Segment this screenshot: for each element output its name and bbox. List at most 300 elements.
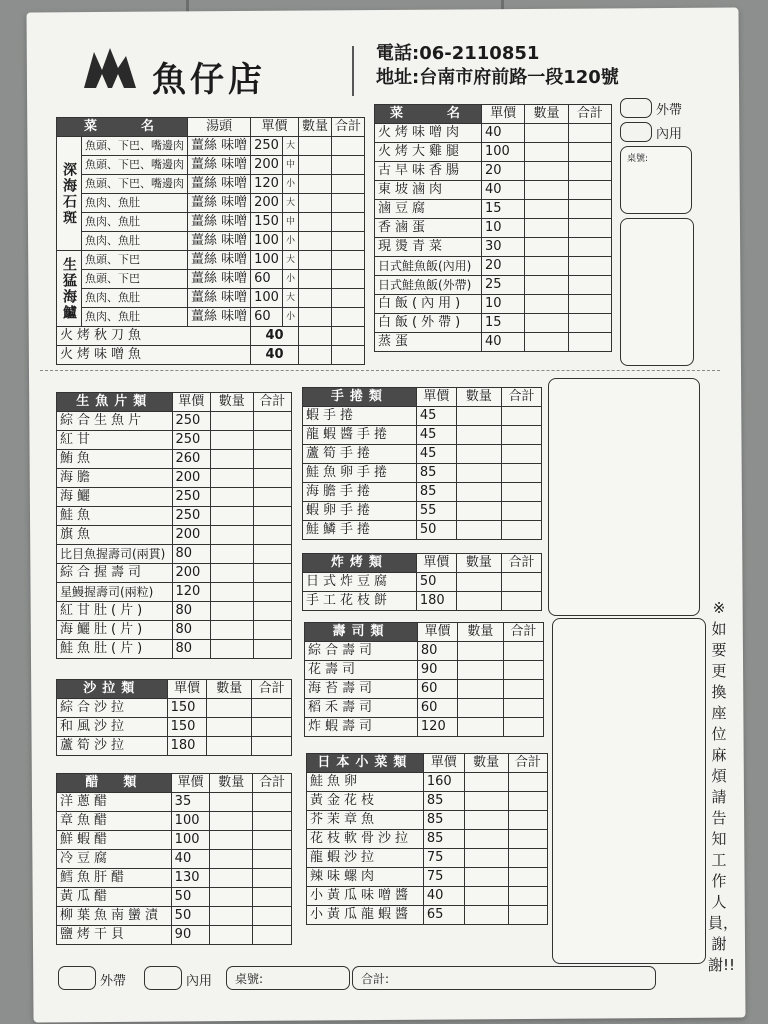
- item-name: 魚肉、魚肚: [82, 308, 188, 327]
- item-name: 黃金花枝: [307, 792, 424, 811]
- quantity-cell[interactable]: [298, 289, 331, 308]
- subtotal-cell[interactable]: [568, 238, 611, 257]
- quantity-cell[interactable]: [456, 464, 501, 483]
- subtotal-cell[interactable]: [501, 521, 541, 540]
- subtotal-cell[interactable]: [568, 181, 611, 200]
- subtotal-cell[interactable]: [332, 137, 365, 156]
- subtotal-cell[interactable]: [253, 431, 291, 450]
- menu-row: [57, 507, 292, 526]
- quantity-cell[interactable]: [298, 308, 331, 327]
- quantity-cell[interactable]: [525, 257, 568, 276]
- column-header: 數量: [464, 754, 508, 773]
- column-header: 單價: [482, 105, 525, 124]
- item-price: 200: [251, 194, 283, 213]
- subtotal-cell[interactable]: [508, 906, 547, 925]
- subtotal-cell[interactable]: [501, 407, 541, 426]
- subtotal-cell[interactable]: [253, 412, 291, 431]
- menu-row: [305, 718, 544, 737]
- subtotal-cell[interactable]: [508, 792, 547, 811]
- quantity-cell[interactable]: [525, 295, 568, 314]
- column-header: 合計: [501, 554, 541, 573]
- table-header-row: [303, 554, 542, 573]
- quantity-cell[interactable]: [210, 907, 253, 926]
- subtotal-cell[interactable]: [501, 426, 541, 445]
- item-price: 200: [172, 526, 210, 545]
- item-price: 200: [251, 156, 283, 175]
- footer-takeout-checkbox[interactable]: [58, 966, 96, 990]
- quantity-cell[interactable]: [456, 521, 501, 540]
- item-name: 海鱺: [57, 488, 173, 507]
- item-name: 鮭魚肚(片): [57, 640, 173, 659]
- item-name: 鮭魚卵: [307, 773, 424, 792]
- subtotal-cell[interactable]: [253, 450, 291, 469]
- subtotal-cell[interactable]: [508, 868, 547, 887]
- menu-row: [303, 445, 542, 464]
- item-name: 日式鮭魚飯(內用): [375, 257, 482, 276]
- quantity-cell[interactable]: [458, 642, 504, 661]
- shop-logo-icon: [82, 44, 138, 92]
- item-name: 蘆筍沙拉: [57, 737, 168, 756]
- subtotal-cell[interactable]: [508, 811, 547, 830]
- item-name: 鮪魚: [57, 450, 173, 469]
- item-price: 60: [417, 680, 457, 699]
- quantity-cell[interactable]: [210, 545, 253, 564]
- quantity-cell[interactable]: [210, 412, 253, 431]
- quantity-cell[interactable]: [456, 573, 501, 592]
- item-price: 180: [416, 592, 456, 611]
- quantity-cell[interactable]: [525, 181, 568, 200]
- subtotal-cell[interactable]: [332, 270, 365, 289]
- subtotal-cell[interactable]: [503, 680, 543, 699]
- quantity-cell[interactable]: [456, 592, 501, 611]
- item-name: 鮭魚卵手捲: [303, 464, 417, 483]
- item-name: 辣味螺肉: [307, 868, 424, 887]
- table-header-row: [57, 774, 292, 793]
- contact-info: [376, 42, 619, 90]
- subtotal-cell[interactable]: [503, 718, 543, 737]
- item-price: 200: [172, 469, 210, 488]
- menu-row: [57, 718, 292, 737]
- subtotal-cell[interactable]: [253, 888, 292, 907]
- dine-in-checkbox[interactable]: [620, 122, 652, 142]
- quantity-cell[interactable]: [210, 926, 253, 945]
- quantity-cell[interactable]: [464, 811, 508, 830]
- item-name: 花枝軟骨沙拉: [307, 830, 424, 849]
- item-price: 40: [482, 333, 525, 352]
- quantity-cell[interactable]: [207, 699, 252, 718]
- subtotal-cell[interactable]: [253, 926, 292, 945]
- subtotal-cell[interactable]: [568, 257, 611, 276]
- quantity-cell[interactable]: [464, 792, 508, 811]
- portion-size: 小: [282, 270, 298, 289]
- quantity-cell[interactable]: [464, 906, 508, 925]
- item-price: 65: [423, 906, 464, 925]
- subtotal-cell[interactable]: [332, 346, 365, 365]
- quantity-cell[interactable]: [458, 718, 504, 737]
- column-header: 合計: [252, 680, 292, 699]
- column-header: 合計: [253, 774, 292, 793]
- subtotal-cell[interactable]: [568, 314, 611, 333]
- item-price: 50: [416, 521, 456, 540]
- item-name: 魚肉、魚肚: [82, 194, 188, 213]
- quantity-cell[interactable]: [207, 718, 252, 737]
- menu-row: [57, 289, 365, 308]
- quantity-cell[interactable]: [456, 426, 501, 445]
- soup-type: 薑絲 味噌: [188, 194, 251, 213]
- quantity-cell[interactable]: [210, 469, 253, 488]
- quantity-cell[interactable]: [210, 793, 253, 812]
- item-price: 20: [482, 257, 525, 276]
- item-price: 30: [482, 238, 525, 257]
- subtotal-cell[interactable]: [332, 194, 365, 213]
- subtotal-cell[interactable]: [501, 573, 541, 592]
- takeout-label: 外帶: [656, 103, 683, 118]
- subtotal-cell[interactable]: [503, 661, 543, 680]
- quantity-cell[interactable]: [210, 431, 253, 450]
- item-name: 古早味香腸: [375, 162, 482, 181]
- quantity-cell[interactable]: [210, 869, 253, 888]
- subtotal-cell[interactable]: [253, 564, 291, 583]
- item-name: 現燙青菜: [375, 238, 482, 257]
- item-name: 比目魚握壽司(兩貫): [57, 545, 173, 564]
- subtotal-cell[interactable]: [568, 276, 611, 295]
- subtotal-cell[interactable]: [503, 642, 543, 661]
- subtotal-cell[interactable]: [503, 699, 543, 718]
- subtotal-cell[interactable]: [332, 289, 365, 308]
- section-title: 日本小菜類: [307, 754, 424, 773]
- quantity-cell[interactable]: [458, 661, 504, 680]
- quantity-cell[interactable]: [207, 737, 252, 756]
- menu-row: [57, 194, 365, 213]
- quantity-cell[interactable]: [210, 488, 253, 507]
- quantity-cell[interactable]: [458, 699, 504, 718]
- subtotal-cell[interactable]: [568, 124, 611, 143]
- footer-dine-in-label: 內用: [186, 974, 213, 989]
- subtotal-cell[interactable]: [253, 812, 292, 831]
- menu-row: [375, 162, 612, 181]
- item-price: 85: [416, 464, 456, 483]
- quantity-cell[interactable]: [525, 162, 568, 181]
- column-header: 數量: [210, 393, 253, 412]
- item-price: 100: [251, 251, 283, 270]
- item-name: 魚頭、下巴、嘴邊肉: [82, 137, 188, 156]
- column-header: 數量: [456, 554, 501, 573]
- japanese-side-table: [306, 753, 548, 925]
- quantity-cell[interactable]: [298, 156, 331, 175]
- subtotal-cell[interactable]: [501, 483, 541, 502]
- item-price: 85: [423, 830, 464, 849]
- subtotal-cell[interactable]: [253, 621, 291, 640]
- item-name: 蝦卵手捲: [303, 502, 417, 521]
- subtotal-cell[interactable]: [508, 887, 547, 906]
- item-price: 60: [251, 308, 283, 327]
- menu-row: [57, 564, 292, 583]
- item-price: 50: [171, 907, 210, 926]
- menu-row: [307, 811, 548, 830]
- menu-row: [57, 926, 292, 945]
- item-price: 40: [251, 346, 299, 365]
- menu-row: [57, 431, 292, 450]
- quantity-cell[interactable]: [210, 526, 253, 545]
- subtotal-cell[interactable]: [252, 737, 292, 756]
- subtotal-cell[interactable]: [253, 469, 291, 488]
- menu-row: [57, 488, 292, 507]
- portion-size: 大: [282, 137, 298, 156]
- quantity-cell[interactable]: [298, 270, 331, 289]
- fish-group-label: 生猛海鱸: [57, 251, 82, 327]
- quantity-cell[interactable]: [298, 232, 331, 251]
- column-header: 數量: [458, 623, 504, 642]
- quantity-cell[interactable]: [298, 194, 331, 213]
- quantity-cell[interactable]: [525, 143, 568, 162]
- subtotal-cell[interactable]: [332, 232, 365, 251]
- subtotal-cell[interactable]: [501, 464, 541, 483]
- handroll-table: [302, 387, 542, 540]
- quantity-cell[interactable]: [464, 773, 508, 792]
- quantity-cell[interactable]: [298, 346, 331, 365]
- menu-row: [57, 602, 292, 621]
- quantity-cell[interactable]: [525, 276, 568, 295]
- subtotal-cell[interactable]: [568, 295, 611, 314]
- menu-row: [57, 850, 292, 869]
- section-title: 醋 類: [57, 774, 172, 793]
- item-name: 鹽烤干貝: [57, 926, 172, 945]
- menu-row: [57, 412, 292, 431]
- quantity-cell[interactable]: [456, 407, 501, 426]
- item-name: 龍蝦醬手捲: [303, 426, 417, 445]
- menu-row: [57, 907, 292, 926]
- dine-in-label: 內用: [656, 127, 683, 142]
- subtotal-cell[interactable]: [568, 333, 611, 352]
- quantity-cell[interactable]: [210, 888, 253, 907]
- subtotal-cell[interactable]: [568, 219, 611, 238]
- soup-type: 薑絲 味噌: [188, 270, 251, 289]
- column-header: 合計: [501, 388, 541, 407]
- quantity-cell[interactable]: [298, 213, 331, 232]
- subtotal-cell[interactable]: [253, 907, 292, 926]
- subtotal-cell[interactable]: [253, 602, 291, 621]
- item-price: 55: [416, 502, 456, 521]
- subtotal-cell[interactable]: [253, 488, 291, 507]
- menu-row: [57, 251, 365, 270]
- section-divider: [40, 370, 720, 371]
- soup-type: 薑絲 味噌: [188, 213, 251, 232]
- item-name: 魚頭、下巴、嘴邊肉: [82, 175, 188, 194]
- quantity-cell[interactable]: [298, 251, 331, 270]
- quantity-cell[interactable]: [210, 831, 253, 850]
- menu-row: [303, 483, 542, 502]
- menu-row: [307, 868, 548, 887]
- subtotal-cell[interactable]: [332, 175, 365, 194]
- quantity-cell[interactable]: [525, 219, 568, 238]
- subtotal-cell[interactable]: [253, 583, 291, 602]
- quantity-cell[interactable]: [210, 850, 253, 869]
- quantity-cell[interactable]: [298, 137, 331, 156]
- item-name: 魚肉、魚肚: [82, 213, 188, 232]
- subtotal-cell[interactable]: [253, 640, 291, 659]
- item-price: 40: [482, 181, 525, 200]
- subtotal-cell[interactable]: [253, 507, 291, 526]
- subtotal-cell[interactable]: [253, 545, 291, 564]
- subtotal-cell[interactable]: [253, 793, 292, 812]
- subtotal-cell[interactable]: [252, 699, 292, 718]
- footer-total-field[interactable]: [352, 966, 656, 990]
- portion-size: 小: [282, 175, 298, 194]
- quantity-cell[interactable]: [464, 887, 508, 906]
- subtotal-cell[interactable]: [501, 592, 541, 611]
- item-price: 120: [172, 583, 210, 602]
- item-price: 250: [172, 431, 210, 450]
- quantity-cell[interactable]: [456, 483, 501, 502]
- table-number-box[interactable]: [620, 146, 692, 214]
- takeout-checkbox[interactable]: [620, 98, 652, 118]
- footer-table-number-field[interactable]: [226, 966, 350, 990]
- quantity-cell[interactable]: [210, 507, 253, 526]
- subtotal-cell[interactable]: [508, 773, 547, 792]
- quantity-cell[interactable]: [525, 333, 568, 352]
- blank-note-box-3: [552, 618, 706, 964]
- quantity-cell[interactable]: [210, 583, 253, 602]
- subtotal-cell[interactable]: [252, 718, 292, 737]
- table-header-row: [307, 754, 548, 773]
- item-price: 80: [172, 640, 210, 659]
- column-header: 單價: [423, 754, 464, 773]
- subtotal-cell[interactable]: [508, 849, 547, 868]
- item-price: 45: [416, 445, 456, 464]
- quantity-cell[interactable]: [298, 175, 331, 194]
- col-price: 單價: [251, 118, 299, 137]
- quantity-cell[interactable]: [458, 680, 504, 699]
- quantity-cell[interactable]: [525, 238, 568, 257]
- item-price: 250: [172, 488, 210, 507]
- menu-row: [375, 314, 612, 333]
- menu-row: [375, 219, 612, 238]
- item-name: 洋蔥醋: [57, 793, 172, 812]
- menu-row: [375, 200, 612, 219]
- item-name: 火烤秋刀魚: [57, 327, 251, 346]
- item-price: 75: [423, 868, 464, 887]
- quantity-cell[interactable]: [525, 200, 568, 219]
- subtotal-cell[interactable]: [253, 526, 291, 545]
- col-dish-name: 菜 名: [57, 118, 188, 137]
- item-name: 魚肉、魚肚: [82, 289, 188, 308]
- subtotal-cell[interactable]: [508, 830, 547, 849]
- item-price: 160: [423, 773, 464, 792]
- menu-row: [57, 793, 292, 812]
- menu-row: [57, 699, 292, 718]
- quantity-cell[interactable]: [525, 124, 568, 143]
- item-price: 150: [251, 213, 283, 232]
- footer-dine-in-checkbox[interactable]: [144, 966, 182, 990]
- item-name: 海膽手捲: [303, 483, 417, 502]
- quantity-cell[interactable]: [210, 812, 253, 831]
- menu-row: [303, 592, 542, 611]
- portion-size: 小: [282, 308, 298, 327]
- menu-row: [57, 175, 365, 194]
- quantity-cell[interactable]: [464, 830, 508, 849]
- item-price: 130: [171, 869, 210, 888]
- item-name: 綜合壽司: [305, 642, 418, 661]
- fish-soup-table: [56, 117, 365, 365]
- subtotal-cell[interactable]: [332, 251, 365, 270]
- seat-change-note: ※如要更換座位麻煩請告知工作人員，謝謝!!: [708, 599, 739, 974]
- menu-row: [57, 812, 292, 831]
- subtotal-cell[interactable]: [501, 445, 541, 464]
- column-header: 合計: [503, 623, 543, 642]
- column-header: 單價: [416, 554, 456, 573]
- quantity-cell[interactable]: [464, 849, 508, 868]
- subtotal-cell[interactable]: [501, 502, 541, 521]
- subtotal-cell[interactable]: [253, 850, 292, 869]
- menu-row: [305, 699, 544, 718]
- quantity-cell[interactable]: [210, 564, 253, 583]
- menu-row: [57, 232, 365, 251]
- quantity-cell[interactable]: [210, 602, 253, 621]
- menu-row: [375, 143, 612, 162]
- blank-note-box-2: [548, 378, 700, 616]
- subtotal-cell[interactable]: [568, 143, 611, 162]
- menu-row: [307, 887, 548, 906]
- quantity-cell[interactable]: [210, 621, 253, 640]
- quantity-cell[interactable]: [456, 502, 501, 521]
- quantity-cell[interactable]: [456, 445, 501, 464]
- subtotal-cell[interactable]: [332, 156, 365, 175]
- menu-row: [57, 640, 292, 659]
- header-divider: [352, 46, 354, 96]
- subtotal-cell[interactable]: [332, 213, 365, 232]
- item-name: 龍蝦沙拉: [307, 849, 424, 868]
- subtotal-cell[interactable]: [332, 327, 365, 346]
- item-price: 260: [172, 450, 210, 469]
- column-header: 單價: [171, 774, 210, 793]
- item-name: 魚肉、魚肚: [82, 232, 188, 251]
- item-name: 魚頭、下巴: [82, 251, 188, 270]
- item-name: 東坡滷肉: [375, 181, 482, 200]
- column-header: 合計: [508, 754, 547, 773]
- subtotal-cell[interactable]: [253, 831, 292, 850]
- footer-takeout-label: 外帶: [100, 974, 127, 989]
- portion-size: 中: [282, 156, 298, 175]
- subtotal-cell[interactable]: [253, 869, 292, 888]
- item-price: 180: [167, 737, 207, 756]
- quantity-cell[interactable]: [525, 314, 568, 333]
- item-price: 80: [172, 602, 210, 621]
- subtotal-cell[interactable]: [568, 162, 611, 181]
- item-price: 10: [482, 219, 525, 238]
- quantity-cell[interactable]: [210, 640, 253, 659]
- quantity-cell[interactable]: [464, 868, 508, 887]
- quantity-cell[interactable]: [210, 450, 253, 469]
- menu-row: [57, 469, 292, 488]
- item-price: 10: [482, 295, 525, 314]
- side-dish-table: [374, 104, 612, 352]
- quantity-cell[interactable]: [298, 327, 331, 346]
- subtotal-cell[interactable]: [568, 200, 611, 219]
- item-price: 60: [251, 270, 283, 289]
- item-price: 90: [417, 661, 457, 680]
- menu-row: [57, 583, 292, 602]
- subtotal-cell[interactable]: [332, 308, 365, 327]
- column-header: 單價: [172, 393, 210, 412]
- item-price: 75: [423, 849, 464, 868]
- menu-row: [57, 156, 365, 175]
- address: 地址:台南市府前路一段120號: [376, 67, 619, 88]
- table-header-row: [57, 393, 292, 412]
- item-price: 250: [251, 137, 283, 156]
- menu-row: [57, 213, 365, 232]
- soup-type: 薑絲 味噌: [188, 232, 251, 251]
- item-price: 80: [172, 621, 210, 640]
